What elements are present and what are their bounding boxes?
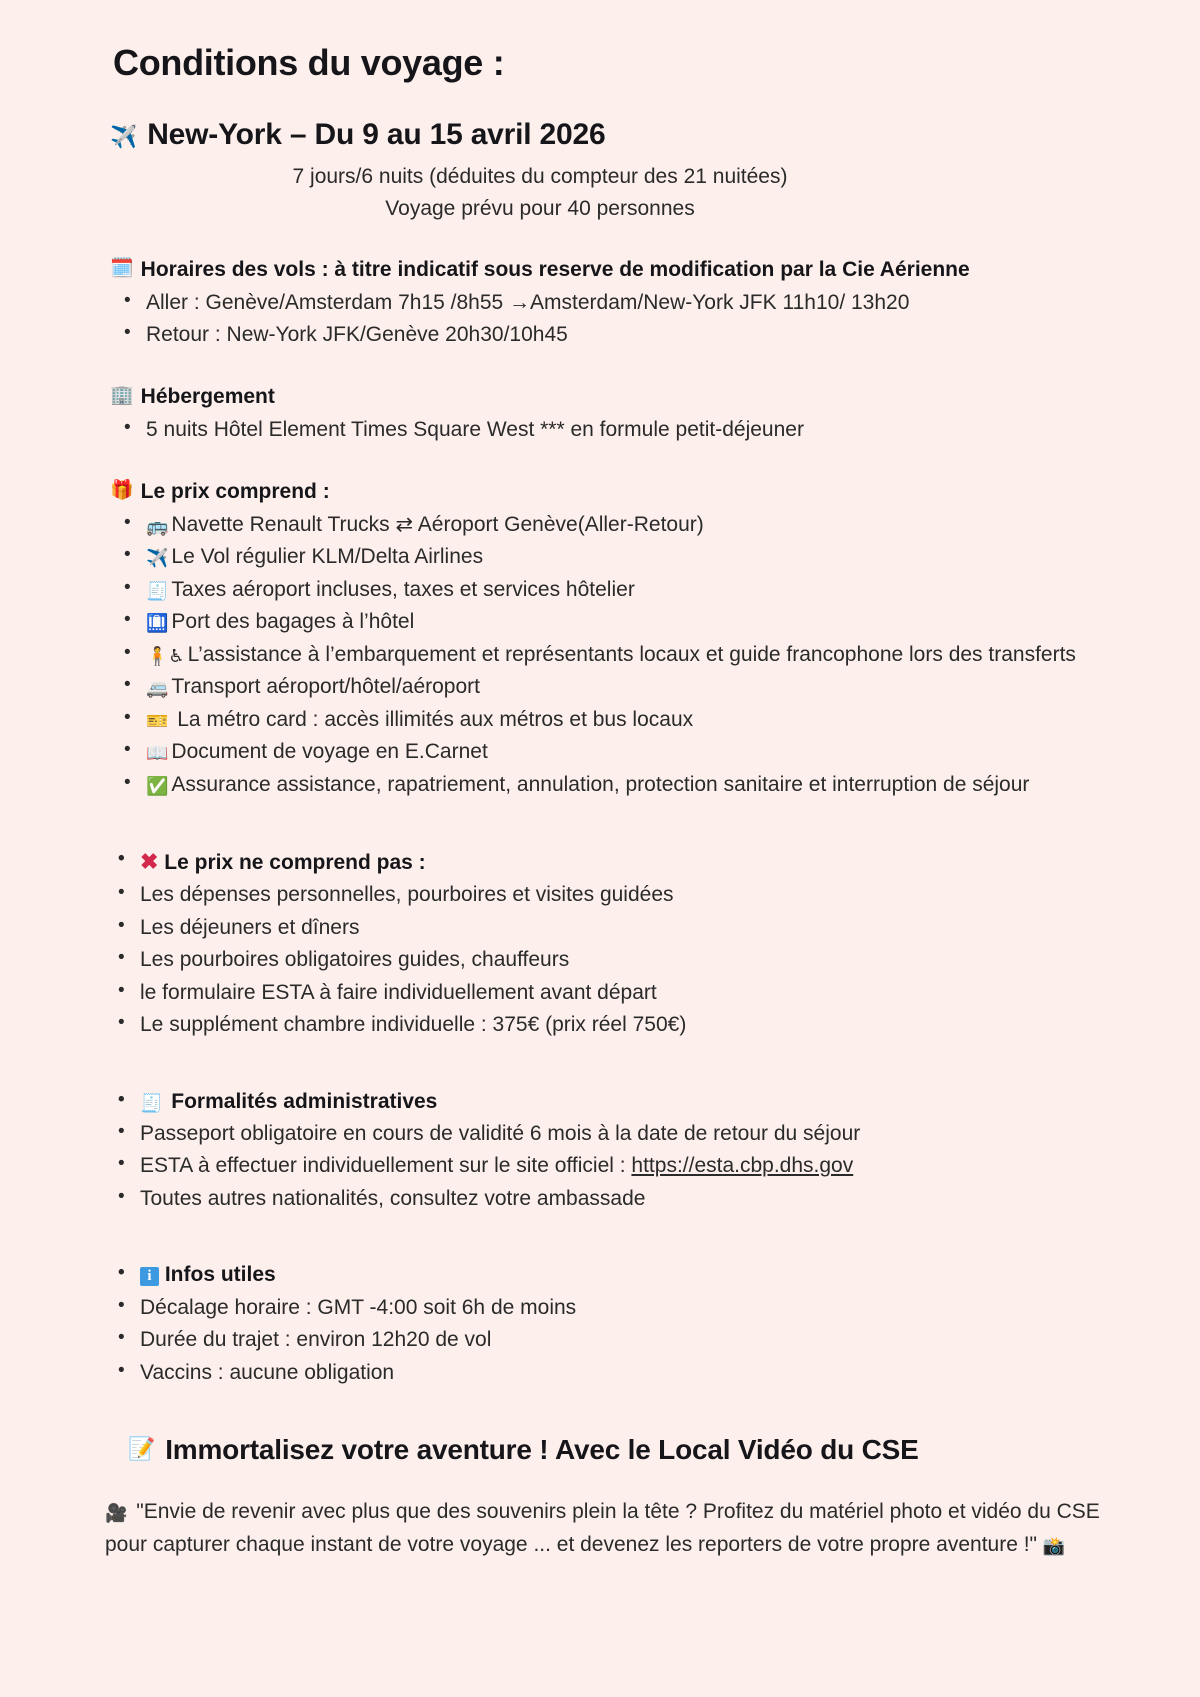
- list-item-label: Port des bagages à l’hôtel: [171, 610, 415, 634]
- section-formalities-heading: [110, 1087, 1120, 1117]
- cta-body: [105, 1496, 1105, 1561]
- list-item: • Durée du trajet : environ 12h20 de vol: [110, 1325, 1120, 1355]
- list-item: [110, 640, 1120, 670]
- cta-body-text: "Envie de revenir avec plus que des souvenirs plein la tête ? Profitez du matériel photo et vidéo du CSE pour capturer chaque instant de votre voyage ... et devenez les reporters de votre propre aventure !": [105, 1500, 1100, 1556]
- list-item: • Le supplément chambre individuelle : 375€ (prix réel 750€): [110, 1010, 1120, 1040]
- section-accommodation-label: Hébergement: [140, 384, 275, 408]
- formalities-list: [110, 1087, 1120, 1215]
- list-item: [110, 607, 1120, 637]
- calendar-icon: 🗓️: [110, 256, 134, 279]
- list-item-label: Document de voyage en E.Carnet: [171, 740, 488, 764]
- list-item: • Aller : Genève/Amsterdam 7h15 /8h55 →Amsterdam/New-York JFK 11h10/ 13h20: [110, 288, 1120, 318]
- list-item: [110, 575, 1120, 605]
- included-list: [110, 510, 1120, 800]
- airplane-icon: ✈️: [146, 548, 169, 570]
- assistance-icon: 🧍♿: [146, 645, 185, 667]
- cta-heading-label: Immortalisez votre aventure ! Avec le Local Vidéo du CSE: [165, 1434, 919, 1466]
- section-included-heading: [70, 478, 1120, 506]
- gift-icon: 🎁: [110, 478, 134, 501]
- esta-link[interactable]: https://esta.cbp.dhs.gov: [631, 1154, 854, 1178]
- list-item: [110, 705, 1120, 735]
- section-useful-info-label: Infos utiles: [164, 1263, 276, 1287]
- luggage-porter-icon: 🛄: [146, 613, 169, 635]
- list-item: • Décalage horaire : GMT -4:00 soit 6h de moins: [110, 1293, 1120, 1323]
- section-included-label: Le prix comprend :: [140, 479, 330, 503]
- booklet-icon: 📖: [146, 743, 169, 765]
- list-item: [110, 770, 1120, 800]
- check-mark-icon: ✅: [146, 775, 169, 797]
- list-item: • Les pourboires obligatoires guides, chauffeurs: [110, 945, 1120, 975]
- hotel-building-icon: 🏢: [110, 383, 134, 406]
- trip-heading-label: New-York – Du 9 au 15 avril 2026: [147, 118, 606, 151]
- information-icon: i: [140, 1267, 159, 1286]
- list-item: [110, 1151, 1120, 1181]
- list-item-label: Navette Renault Trucks ⇄ Aéroport Genève(Aller-Retour): [171, 513, 704, 537]
- trip-subtitle-group: Voyage prévu pour 40 personnes: [385, 197, 695, 221]
- list-item: • Vaccins : aucune obligation: [110, 1358, 1120, 1388]
- useful-info-list: [110, 1260, 1120, 1388]
- list-item-label: Assurance assistance, rapatriement, annulation, protection sanitaire et interruption de séjour: [171, 772, 1030, 796]
- section-excluded-heading: [110, 846, 1120, 878]
- list-item-label: Le Vol régulier KLM/Delta Airlines: [171, 545, 484, 569]
- trip-subtitle-duration: 7 jours/6 nuits (déduites du compteur des 21 nuitées): [292, 164, 788, 188]
- list-item-label: ESTA à effectuer individuellement sur le site officiel :: [140, 1154, 632, 1178]
- trip-heading: [70, 118, 1120, 153]
- flights-list: [110, 288, 1120, 351]
- minibus-icon: 🚐: [146, 678, 169, 700]
- section-excluded-label: Le prix ne comprend pas :: [164, 850, 426, 874]
- metro-card-icon: 🎫: [146, 710, 169, 732]
- section-useful-info-heading: [110, 1260, 1120, 1290]
- section-flights-label: Horaires des vols : à titre indicatif sous reserve de modification par la Cie Aérienne: [140, 257, 970, 281]
- list-item-label: Taxes aéroport incluses, taxes et services hôtelier: [171, 577, 635, 601]
- list-item-label: L’assistance à l’embarquement et représentants locaux et guide francophone lors des transferts: [187, 642, 1076, 666]
- list-item: [110, 542, 1120, 572]
- accommodation-list: [110, 415, 1120, 445]
- bus-icon: 🚌: [146, 516, 169, 538]
- page-title: Conditions du voyage :: [113, 42, 505, 83]
- section-flights-heading: [70, 256, 1120, 284]
- movie-camera-icon: 🎥: [105, 1503, 128, 1525]
- list-item: • Les déjeuners et dîners: [110, 913, 1120, 943]
- list-item: • Toutes autres nationalités, consultez votre ambassade: [110, 1184, 1120, 1214]
- cross-mark-icon: ✖: [140, 848, 159, 874]
- camera-flash-icon: 📸: [1042, 1535, 1066, 1557]
- list-item: • 5 nuits Hôtel Element Times Square West *** en formule petit-déjeuner: [110, 415, 1120, 445]
- list-item: [110, 737, 1120, 767]
- section-formalities-label: Formalités administratives: [171, 1089, 438, 1113]
- receipt-icon: 🧾: [146, 580, 169, 602]
- list-item: [110, 510, 1120, 540]
- list-item-label: Transport aéroport/hôtel/aéroport: [171, 675, 480, 699]
- list-item: • Les dépenses personnelles, pourboires et visites guidées: [110, 880, 1120, 910]
- section-accommodation-heading: [70, 383, 1120, 411]
- list-item: • Passeport obligatoire en cours de validité 6 mois à la date de retour du séjour: [110, 1119, 1120, 1149]
- document-icon: 🧾: [140, 1092, 163, 1114]
- list-item: • le formulaire ESTA à faire individuellement avant départ: [110, 978, 1120, 1008]
- memo-icon: 📝: [128, 1436, 156, 1462]
- list-item: • Retour : New-York JFK/Genève 20h30/10h45: [110, 320, 1120, 350]
- excluded-list: [110, 846, 1120, 1041]
- list-item: [110, 672, 1120, 702]
- list-item-label: La métro card : accès illimités aux métros et bus locaux: [171, 707, 694, 731]
- airplane-icon: ✈️: [110, 125, 138, 150]
- cta-heading: [128, 1434, 1120, 1466]
